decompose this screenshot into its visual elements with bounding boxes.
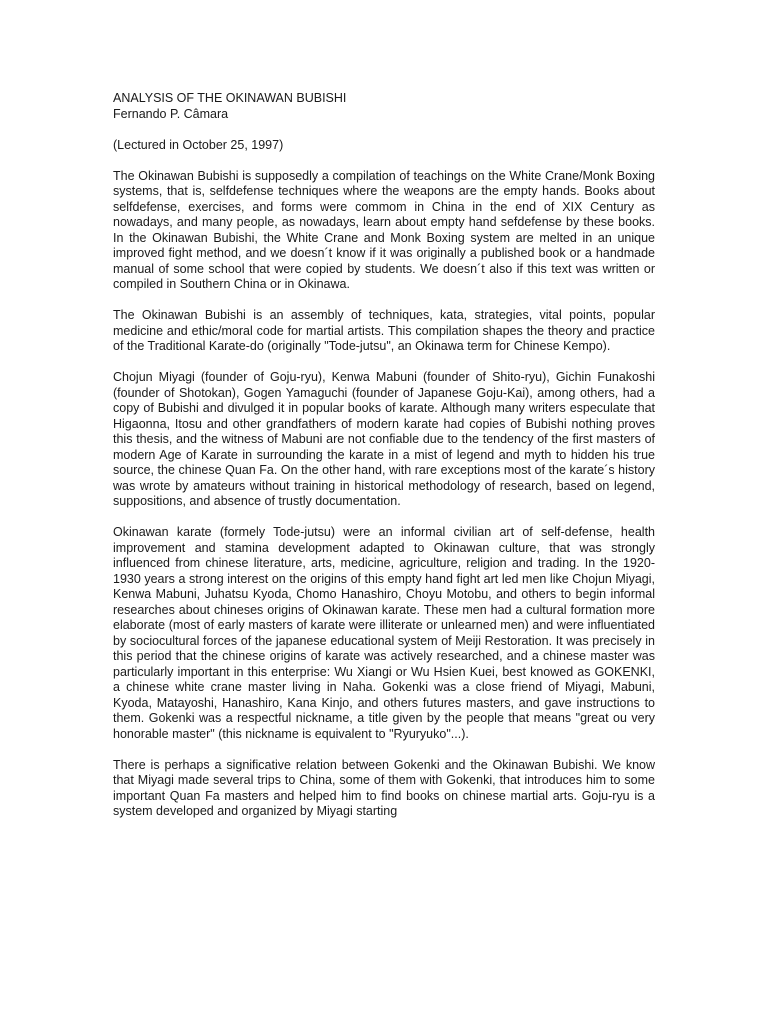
spacer — [113, 153, 655, 169]
paragraph-1: The Okinawan Bubishi is supposedly a compilation of teachings on the White Crane/Monk Boxing systems, that is, selfdefense techniques where the weapons are the empty hands. Books about selfdefense, exercises, and forms were commom in China in the end of XIX Century as nowadays, and many people, as nowadays, learn about empty hand sefdefense by these books. In the Okinawan Bubishi, the White Crane and Monk Boxing system are melted in an unique improved fight method, and we doesn´t know if it was originally a published book or a handmade manual of some school that were copied by students. We doesn´t also if this text was written or compiled in Southern China or in Okinawa. — [113, 168, 655, 291]
paragraph-2: The Okinawan Bubishi is an assembly of techniques, kata, strategies, vital points, popular medicine and ethic/moral code for martial artists. This compilation shapes the theory and practice of the Traditional Karate-do (originally "Tode-jutsu", an Okinawa term for Chinese Kempo). — [113, 308, 655, 353]
paragraph-5: There is perhaps a significative relation between Gokenki and the Okinawan Bubishi. We know that Miyagi made several trips to China, some of them with Gokenki, that introduces him to some important Quan Fa masters and helped him to find books on chinese martial arts. Goju-ryu is a system developed and organized by Miyagi starting — [113, 757, 655, 818]
document-title: ANALYSIS OF THE OKINAWAN BUBISHI — [113, 91, 347, 105]
lecture-date: (Lectured in October 25, 1997) — [113, 137, 284, 152]
document-page — [113, 91, 655, 835]
paragraph-3: Chojun Miyagi (founder of Goju-ryu), Kenwa Mabuni (founder of Shito-ryu), Gichin Funakoshi (founder of Shotokan), Gogen Yamaguchi (founder of Japanese Goju-Kai), among others, had a copy of Bubishi and divulged it in popular books of karate. Although many writers especulate that Higaonna, Itosu and other grandfathers of modern karate had copies of Bubishi nothing proves this thesis, and the witness of Mabuni are not confiable due to the tendency of the first masters of modern Age of Karate in surrounding the karate in a mist of legend and myth to hidden his true source, the chinese Quan Fa. On the other hand, with rare exceptions most of the karate´s history was wrote by amateurs without training in historical methodology of research, based on legend, suppositions, and absence of trustly documentation. — [113, 370, 655, 508]
paragraph-4: Okinawan karate (formely Tode-jutsu) were an informal civilian art of self-defense, health improvement and stamina development adapted to Okinawan culture, that was strongly influenced from chinese literature, arts, medicine, agriculture, religion and trading. In the 1920-1930 years a strong interest on the origins of this empty hand fight art led men like Chojun Miyagi, Kenwa Mabuni, Juhatsu Kyoda, Chomo Hanashiro, Choyu Motobu, and others to begin informal researches about chineses origins of Okinawan karate. These men had a cultural formation more elaborate (most of early masters of karate were illiterate or unlearned men) and were influentiated by sociocultural forces of the japanese educational system of Meiji Restoration. It was precisely in this period that the chinese origins of karate was actively researched, and a chinese master was particularly important in this enterprise: Wu Xiangi or Wu Hsien Kuei, best knowed as GOKENKI, a chinese white crane master living in Naha. Gokenki was a close friend of Miyagi, Mabuni, Kyoda, Matayoshi, Hanashiro, Kana Kinjo, and others futures masters, and gave instructions to them. Gokenki was a respectful nickname, a title given by the people that means "great ou very honorable master" (this nickname is equivalent to "Ryuryuko"...). — [113, 525, 655, 741]
spacer — [113, 122, 655, 138]
document-author: Fernando P. Câmara — [113, 106, 229, 121]
